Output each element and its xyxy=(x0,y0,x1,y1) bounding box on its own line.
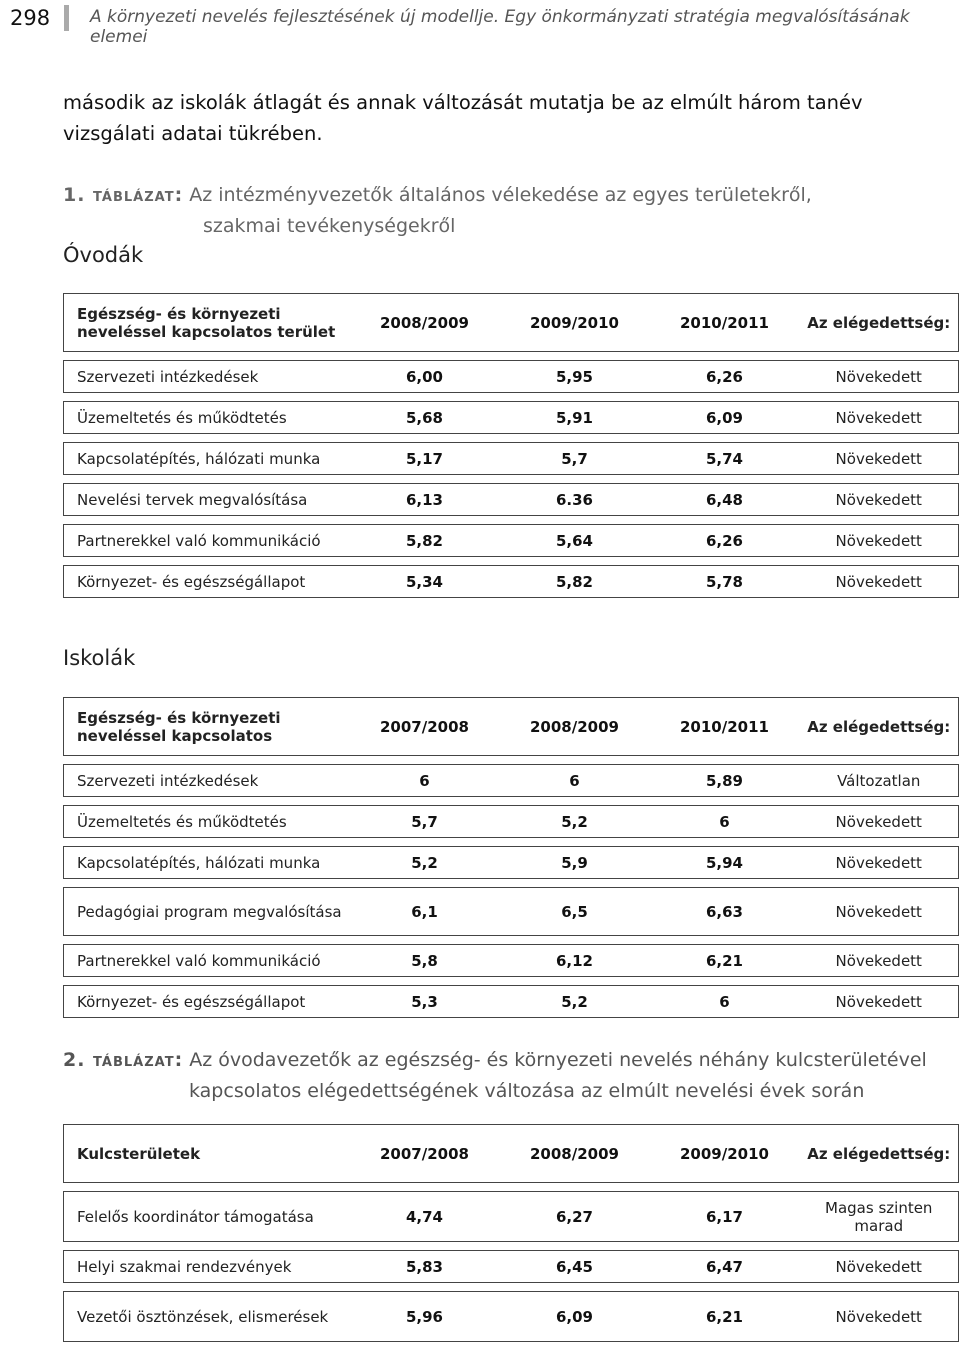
table-row xyxy=(64,361,959,393)
table1-caption xyxy=(63,180,812,242)
table-cell: 6,27 xyxy=(500,1192,650,1242)
table-row xyxy=(64,402,959,434)
table-cell: Szervezeti intézkedések xyxy=(64,361,350,393)
table-row xyxy=(64,806,959,838)
table-cell: Növekedett xyxy=(800,806,959,838)
table2-caption-line2: kapcsolatos elégedettségének változása az elmúlt nevelési évek során xyxy=(189,1080,865,1102)
header-cell: 2007/2008 xyxy=(350,698,500,756)
table-cell: 6,12 xyxy=(500,945,650,977)
table-cell: 5,82 xyxy=(350,525,500,557)
table-cell: Kapcsolatépítés, hálózati munka xyxy=(64,443,350,475)
header-cell: Az elégedettség: xyxy=(800,294,959,352)
header-cell: 2008/2009 xyxy=(500,1125,650,1183)
table-cell: 6,48 xyxy=(650,484,800,516)
table-cell: 5,17 xyxy=(350,443,500,475)
table-cell: 5,91 xyxy=(500,402,650,434)
table-cell: 5,2 xyxy=(500,806,650,838)
table-cell: Szervezeti intézkedések xyxy=(64,765,350,797)
table-row xyxy=(64,847,959,879)
table-cell: 5,78 xyxy=(650,566,800,598)
table-cell: Környezet- és egészségállapot xyxy=(64,566,350,598)
table2-caption-line1: Az óvodavezetők az egészség- és környezeti nevelés néhány kulcsterületével xyxy=(189,1049,927,1071)
header-cell: Az elégedettség: xyxy=(800,1125,959,1183)
table-cell: 5,95 xyxy=(500,361,650,393)
table-row xyxy=(64,986,959,1018)
table-cell: 6,47 xyxy=(650,1251,800,1283)
table-cell: 6,00 xyxy=(350,361,500,393)
table-header-row xyxy=(64,294,959,352)
table-cell: 5,89 xyxy=(650,765,800,797)
table-cell: 5,7 xyxy=(500,443,650,475)
table-cell: 6,09 xyxy=(500,1292,650,1342)
header-cell: Az elégedettség: xyxy=(800,698,959,756)
table-cell: Változatlan xyxy=(800,765,959,797)
table-cell: 6 xyxy=(650,986,800,1018)
header-cell: 2010/2011 xyxy=(650,294,800,352)
table-header-row xyxy=(64,1125,959,1183)
table-cell: Környezet- és egészségállapot xyxy=(64,986,350,1018)
table-cell: 5,64 xyxy=(500,525,650,557)
table-kulcsteruletek xyxy=(63,1124,959,1342)
table-cell: 6,13 xyxy=(350,484,500,516)
table-cell: 6,21 xyxy=(650,1292,800,1342)
table-row xyxy=(64,566,959,598)
table-cell: 6,5 xyxy=(500,888,650,936)
table2-caption xyxy=(63,1045,927,1107)
table-cell: 6.36 xyxy=(500,484,650,516)
table-cell: Partnerekkel való kommunikáció xyxy=(64,525,350,557)
table-cell: 6 xyxy=(650,806,800,838)
table-cell: Helyi szakmai rendezvények xyxy=(64,1251,350,1283)
table-cell: 5,2 xyxy=(350,847,500,879)
table-cell: 5,74 xyxy=(650,443,800,475)
section-title-iskolak: Iskolák xyxy=(63,646,136,670)
table-cell: 6,45 xyxy=(500,1251,650,1283)
table-row xyxy=(64,1251,959,1283)
header-cell: 2010/2011 xyxy=(650,698,800,756)
table-cell: 6 xyxy=(500,765,650,797)
table-cell: Növekedett xyxy=(800,1251,959,1283)
table-cell: Növekedett xyxy=(800,361,959,393)
table-cell: 6,21 xyxy=(650,945,800,977)
table-cell: Üzemeltetés és működtetés xyxy=(64,806,350,838)
table-row xyxy=(64,888,959,936)
table-cell: 6,09 xyxy=(650,402,800,434)
table-cell: 6 xyxy=(350,765,500,797)
table-cell: Felelős koordinátor támogatása xyxy=(64,1192,350,1242)
table-cell: Növekedett xyxy=(800,888,959,936)
table-cell: Növekedett xyxy=(800,566,959,598)
header-cell: 2009/2010 xyxy=(650,1125,800,1183)
table-cell: Magas szinten marad xyxy=(800,1192,959,1242)
table-cell: 5,82 xyxy=(500,566,650,598)
table-cell: 6,1 xyxy=(350,888,500,936)
header-cell: Egészség- és környezeti neveléssel kapcsolatos terület xyxy=(64,294,350,352)
table-row xyxy=(64,765,959,797)
table1-caption-number: 1. táblázat: xyxy=(63,184,184,206)
table1-caption-line2: szakmai tevékenységekről xyxy=(203,215,456,237)
table-row xyxy=(64,1192,959,1242)
table-cell: 6,17 xyxy=(650,1192,800,1242)
header-cell: 2009/2010 xyxy=(500,294,650,352)
page-number: 298 xyxy=(10,6,51,30)
table-cell: 5,2 xyxy=(500,986,650,1018)
table-cell: Növekedett xyxy=(800,986,959,1018)
table-cell: Növekedett xyxy=(800,945,959,977)
table-cell: Partnerekkel való kommunikáció xyxy=(64,945,350,977)
table-cell: 6,63 xyxy=(650,888,800,936)
table-cell: 5,83 xyxy=(350,1251,500,1283)
header-cell: Egészség- és környezeti neveléssel kapcsolatos xyxy=(64,698,350,756)
table-iskolak xyxy=(63,697,959,1018)
table-cell: Növekedett xyxy=(800,443,959,475)
table-cell: 5,96 xyxy=(350,1292,500,1342)
table-row xyxy=(64,484,959,516)
table-cell: Vezetői ösztönzések, elismerések xyxy=(64,1292,350,1342)
table-cell: 5,94 xyxy=(650,847,800,879)
running-title: A környezeti nevelés fejlesztésének új modellje. Egy önkormányzati stratégia megvalósításának elemei xyxy=(90,7,910,47)
table-row xyxy=(64,443,959,475)
table-cell: 5,68 xyxy=(350,402,500,434)
table-header-row xyxy=(64,698,959,756)
header-cell: Kulcsterületek xyxy=(64,1125,350,1183)
table-cell: 4,74 xyxy=(350,1192,500,1242)
table-cell: Kapcsolatépítés, hálózati munka xyxy=(64,847,350,879)
table-row xyxy=(64,1292,959,1342)
table-cell: 6,26 xyxy=(650,525,800,557)
table-cell: Növekedett xyxy=(800,525,959,557)
table-ovodak xyxy=(63,293,959,598)
header-divider xyxy=(64,5,69,31)
table-cell: Növekedett xyxy=(800,402,959,434)
table-cell: Növekedett xyxy=(800,1292,959,1342)
table2-caption-number: 2. táblázat: xyxy=(63,1049,184,1071)
header-cell: 2008/2009 xyxy=(500,698,650,756)
table-cell: 5,9 xyxy=(500,847,650,879)
section-title-ovodak: Óvodák xyxy=(63,243,144,267)
table-cell: Növekedett xyxy=(800,847,959,879)
intro-paragraph: második az iskolák átlagát és annak változását mutatja be az elmúlt három tanév vizsgálati adatai tükrében. xyxy=(63,91,863,145)
table-cell: 5,8 xyxy=(350,945,500,977)
table-cell: Üzemeltetés és működtetés xyxy=(64,402,350,434)
table-cell: Növekedett xyxy=(800,484,959,516)
header-cell: 2007/2008 xyxy=(350,1125,500,1183)
table-row xyxy=(64,525,959,557)
table-cell: Nevelési tervek megvalósítása xyxy=(64,484,350,516)
table1-caption-line1: Az intézményvezetők általános vélekedése az egyes területekről, xyxy=(189,184,812,206)
table-cell: 5,7 xyxy=(350,806,500,838)
table-cell: Pedagógiai program megvalósítása xyxy=(64,888,350,936)
table-cell: 5,3 xyxy=(350,986,500,1018)
table-cell: 5,34 xyxy=(350,566,500,598)
header-cell: 2008/2009 xyxy=(350,294,500,352)
table-row xyxy=(64,945,959,977)
table-cell: 6,26 xyxy=(650,361,800,393)
